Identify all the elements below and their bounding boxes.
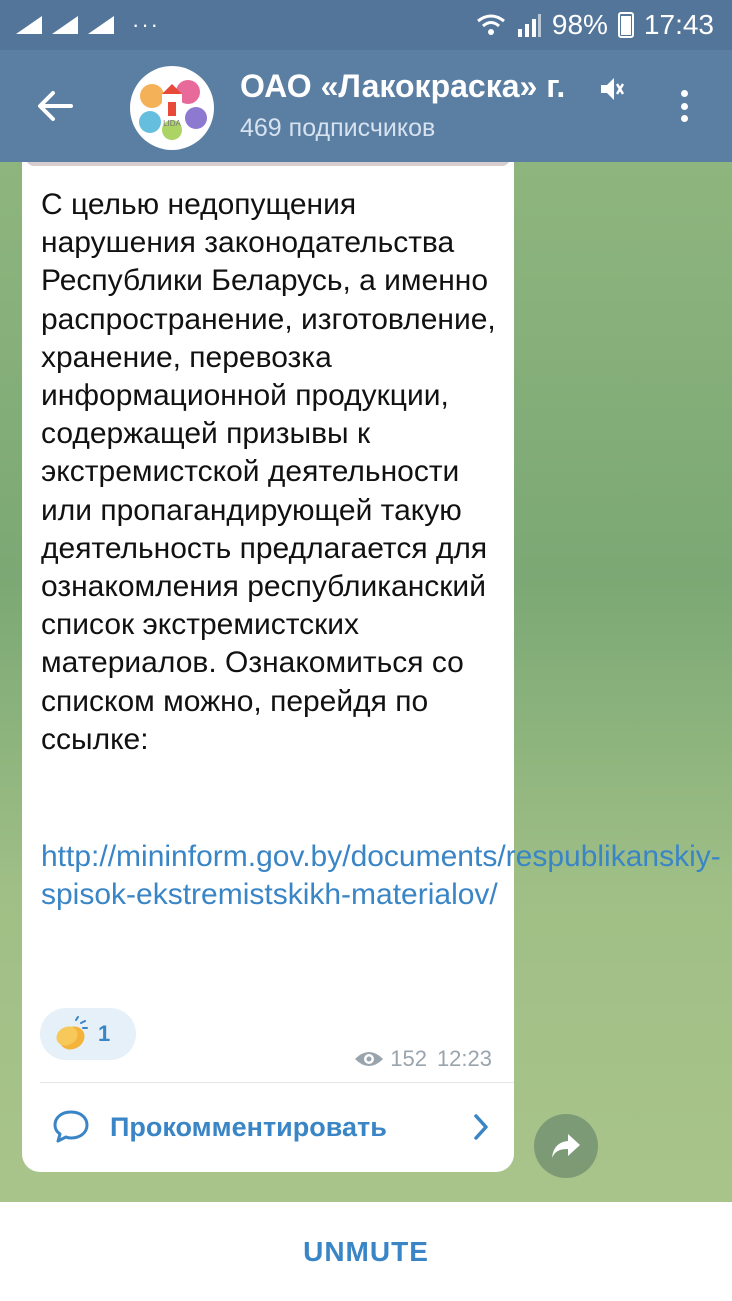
- share-arrow-icon: [550, 1132, 582, 1160]
- clapping-hands-icon: [52, 1016, 88, 1052]
- comment-bubble-icon: [52, 1109, 90, 1145]
- channel-title[interactable]: ОАО «Лакокраска» г.: [240, 68, 566, 104]
- comment-button[interactable]: [22, 1084, 514, 1170]
- channel-avatar[interactable]: [130, 66, 214, 150]
- more-menu-button[interactable]: [670, 86, 698, 126]
- wifi-icon: [476, 13, 506, 37]
- reaction-chip[interactable]: [40, 1008, 136, 1060]
- clock: 17:43: [643, 9, 714, 40]
- view-count: 152: [390, 1046, 427, 1071]
- unmute-button[interactable]: UNMUTE: [303, 1235, 429, 1267]
- menu-dot-icon: [681, 103, 688, 110]
- menu-dot-icon: [681, 115, 688, 122]
- message-link[interactable]: http://mininform.gov.by/documents/respublikanskiy-spisok-ekstremistskikh-materialov/: [41, 840, 721, 912]
- signal-icon: [516, 13, 542, 37]
- view-counter: [354, 1046, 427, 1072]
- channel-header: [0, 50, 732, 162]
- channel-logo: [130, 66, 214, 150]
- back-arrow-icon: [37, 90, 73, 122]
- notification-icon: [14, 14, 44, 36]
- chat-background: [0, 162, 732, 1202]
- message-text: С целью недопущения нарушения законодательства Республики Беларусь, а именно распространение, изготовление, хранение, перевозка информационной продукции, содержащей призывы к экстремистской деятельности или пропагандирующей такую деятельность предлагается для ознакомления республиканский список экстремистских материалов. Ознакомиться со списком можно, перейдя по ссылке:: [41, 188, 505, 756]
- comment-label: Прокомментировать: [110, 1111, 387, 1142]
- bottom-bar: [0, 1202, 732, 1301]
- message-bubble[interactable]: [22, 162, 721, 1172]
- share-button[interactable]: [534, 1114, 598, 1178]
- status-bar: [0, 0, 732, 50]
- back-button[interactable]: [30, 78, 80, 134]
- chevron-right-icon: [472, 1113, 490, 1141]
- menu-dot-icon: [681, 90, 688, 97]
- avatar-text: LIDA: [163, 119, 181, 128]
- message-meta: [354, 1046, 492, 1072]
- battery-percent: 98%: [551, 9, 608, 40]
- message-time: 12:23: [436, 1046, 492, 1071]
- muted-icon: [598, 74, 624, 104]
- message-media-preview[interactable]: [26, 162, 510, 166]
- divider: [40, 1082, 514, 1083]
- subscriber-count: 469 подписчиков: [240, 114, 436, 142]
- eye-icon: [354, 1049, 384, 1069]
- notification-icon: [86, 14, 116, 36]
- notification-icon: [50, 14, 80, 36]
- battery-icon: [618, 12, 634, 38]
- more-notifications-icon: ···: [132, 12, 160, 37]
- reaction-count: 1: [98, 1021, 111, 1046]
